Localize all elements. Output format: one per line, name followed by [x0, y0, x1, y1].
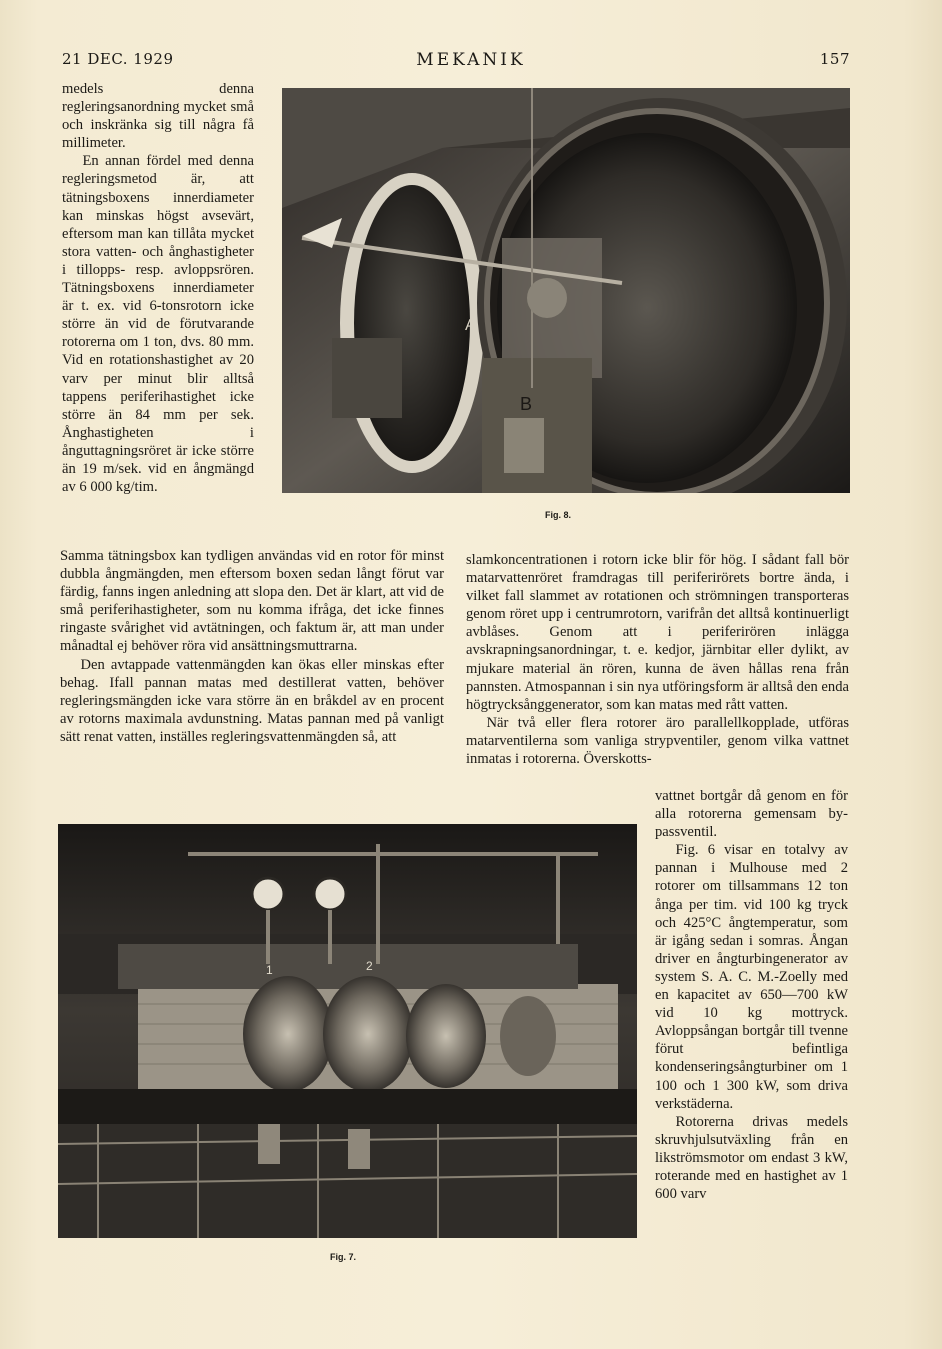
text-column-right-narrow — [655, 787, 848, 1203]
figure-7-label-2: 2 — [366, 959, 373, 973]
paragraph: När två eller flera rotorer äro parallellkopplade, utföras matarventilerna som vanliga strypventiler, genom vilka vattnet inmatas i rotorerna. Överskotts- — [466, 714, 849, 768]
journal-title: MEKANIK — [416, 50, 526, 70]
paragraph: En annan fördel med denna regleringsmetod är, att tätningsboxens innerdiameter kan minskas högst avsevärt, eftersom man kan tillåta mycket stora vatten- och ånghastigheter i tillopps- resp. avloppsrören. Tätningsboxens innerdiameter är t. ex. vid 6-tonsrotorn icke större än vid de förutvarande rotorerna om 1 ton, dvs. 80 mm. Vid en rotationshastighet av 20 varv per minut blir alltså tappens periferihastighet icke större än 84 mm per sek. Ånghastigheten i ånguttagningsröret är icke större än 19 m/sek. vid en ångmängd av 6 000 kg/tim. — [62, 153, 254, 496]
page-number: 157 — [819, 50, 850, 68]
paragraph: medels denna regleringsanordning mycket små och inskränka sig till några få millimeter. — [62, 81, 254, 152]
text-column-left — [60, 547, 444, 746]
figure-8-label-b: B — [520, 394, 533, 414]
figure-7-illustration — [58, 824, 637, 1238]
paragraph: Samma tätningsbox kan tydligen användas vid en rotor för minst dubbla ångmängden, men eftersom boxen sedan långt förut var färdig, fanns ingen anledning att slopa den. Det är klart, att vid de små periferihastigheter, som nu komma ifråga, det icke finnes ringaste svårighet vid avtätningen, och faktum är, att man under månadtal ej behöver röra vid ansättningsmuttrarna. — [60, 548, 444, 655]
figure-8-boiler-rotor-photo — [282, 88, 850, 493]
figure-8-caption: Fig. 8. — [545, 510, 572, 520]
paragraph: slamkoncentrationen i rotorn icke blir för hög. I sådant fall bör matarvattenröret framdragas till periferirörets bortre ända, i vilket fall slammet av rotationen och strömningen transporteras genom röret upp i centrumrotorn, varifrån det alltså kontinuerligt avblåses. Genom att i periferirören inlägga avskrapningsanordningar, t. e. kedjor, järnbitar eller dylikt, av mjukare material än rören, kunna de även hållas rena från pannsten. Atmospannan i sin nya utföringsform är alltså den enda högtrycksånggenerator, som kan matas med rått vatten. — [466, 552, 849, 713]
figure-7-caption: Fig. 7. — [330, 1252, 357, 1262]
paragraph: vattnet bortgår då genom en för alla rotorerna gemensam by-passventil. — [655, 788, 848, 841]
figure-7-boiler-hall-photo — [58, 824, 637, 1238]
figure-8-illustration — [282, 88, 850, 493]
paragraph: Den avtappade vattenmängden kan ökas eller minskas efter behag. Ifall pannan matas med destillerat vatten, behöver regleringsmängden icke vara större än en bråkdel av en procent av rotorns maximala avdunstning. Matas pannan med på vanligt sätt renat vatten, inställes regleringsvattenmängden så, att — [60, 656, 444, 745]
figure-7-label-1: 1 — [266, 963, 273, 977]
header-date: 21 DEC. 1929 — [62, 50, 174, 68]
text-column-narrow-top — [62, 80, 254, 496]
paragraph: Fig. 6 visar en totalvy av pannan i Mulhouse med 2 rotorer om tillsammans 12 ton ånga per tim. vid 100 kg tryck och 425°C ångtemperatur, som är igång sedan i somras. Ångan driver en ångturbingenerator av system S. A. C. M.-Zoelly med en kapacitet av 650—700 kW vid 10 kg mottryck. Avloppsångan bortgår till tvenne förut befintliga kondenseringsångturbiner om 1 100 och 1 300 kW, som driva verkstäderna. — [655, 842, 848, 1112]
figure-8-label-a: A — [465, 317, 476, 334]
paragraph: Rotorerna drivas medels skruvhjulsutväxling från en likströmsmotor om endast 3 kW, roterande med en hastighet av 1 600 varv — [655, 1113, 848, 1203]
text-column-right — [466, 551, 849, 768]
